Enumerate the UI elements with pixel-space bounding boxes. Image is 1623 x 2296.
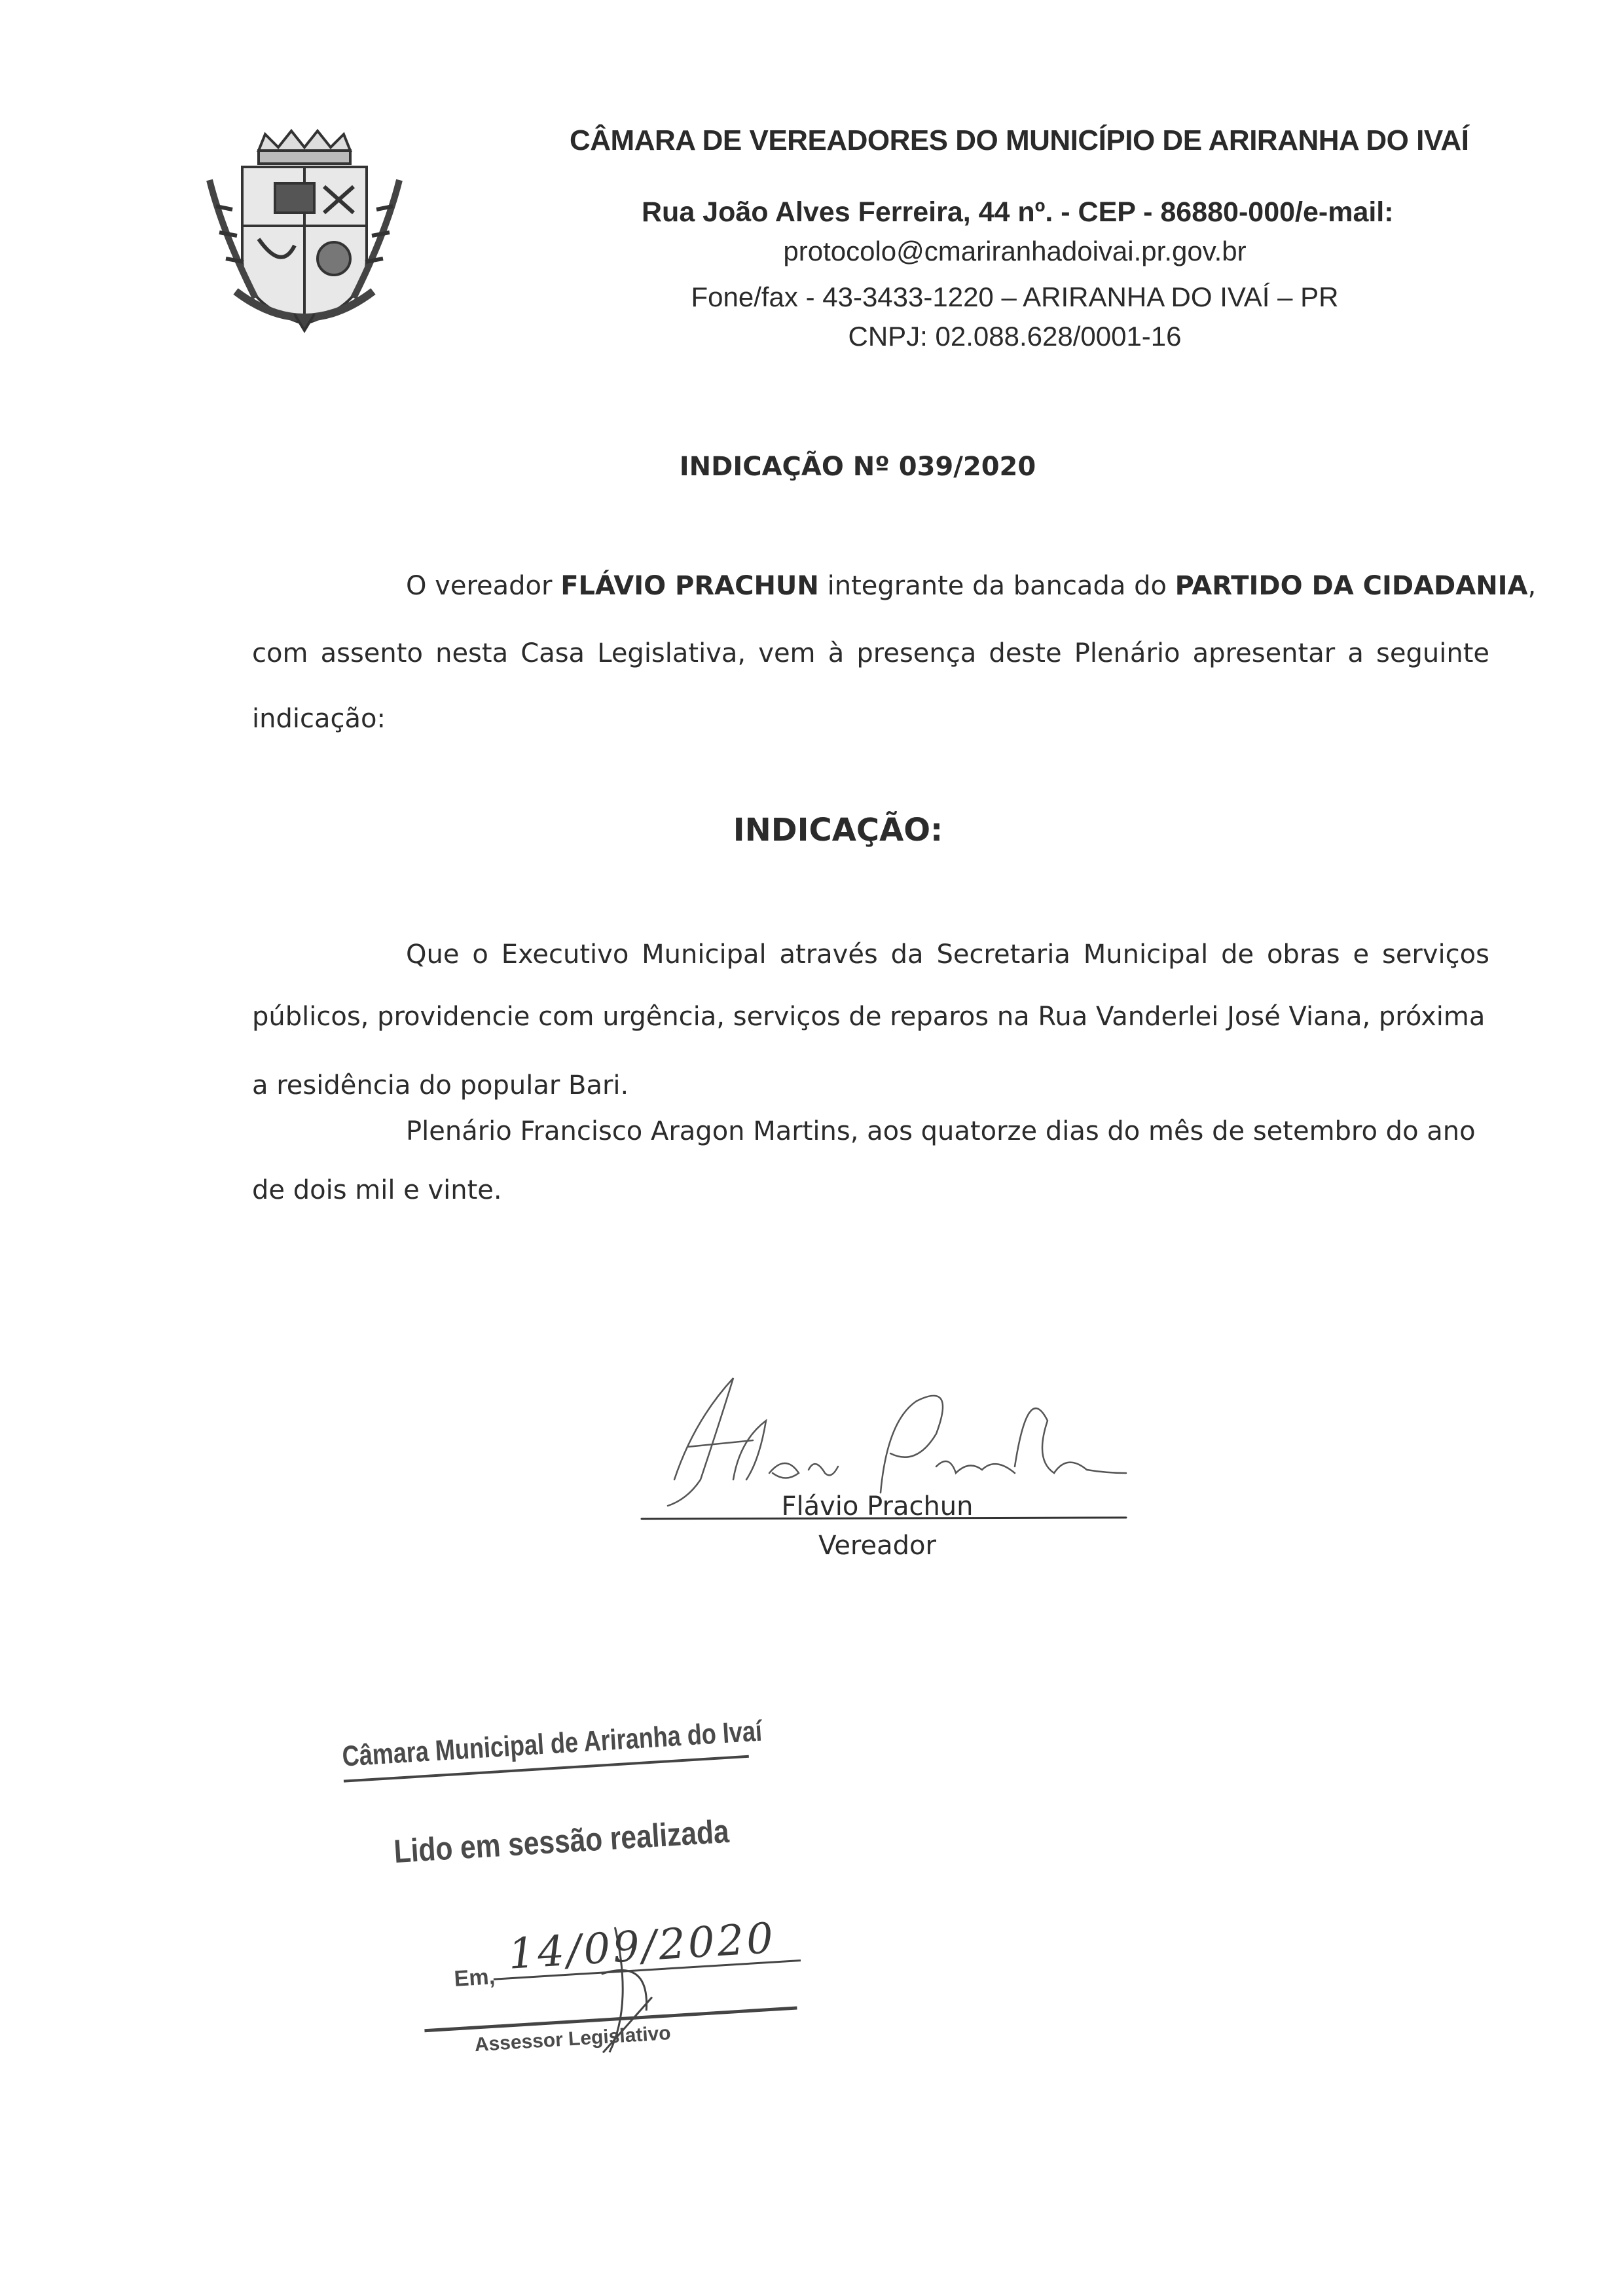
request-line-1-word: Municipal (642, 939, 767, 970)
intro-line-2-word: Legislativa, (597, 638, 746, 668)
header-title: CÂMARA DE VEREADORES DO MUNICÍPIO DE ARIRANHA DO IVAÍ (570, 124, 1469, 156)
request-line-1-word: serviços (1381, 939, 1489, 970)
signatory-name: Flávio Prachun (781, 1491, 974, 1522)
stamp-role: Assessor Legislativo (473, 2022, 672, 2056)
request-line-1 (406, 939, 1489, 970)
intro-line-2-word: Casa (520, 638, 585, 668)
municipal-coat-of-arms-icon (196, 128, 412, 337)
intro-line-3: indicação: (252, 704, 386, 734)
header-cnpj: CNPJ: 02.088.628/0001-16 (848, 321, 1182, 352)
intro-line-2-word: à (828, 638, 845, 668)
party-name: PARTIDO DA CIDADANIA (1175, 571, 1528, 601)
intro-line-2-word: nesta (435, 638, 509, 668)
closing-line-2: de dois mil e vinte. (252, 1175, 502, 1205)
document-title: INDICAÇÃO Nº 039/2020 (679, 452, 1036, 482)
intro-line-2-word: assento (320, 638, 423, 668)
request-line-3: a residência do popular Bari. (252, 1070, 629, 1101)
request-line-2: públicos, providencie com urgência, serviços de reparos na Rua Vanderlei José Viana, próxima (252, 1002, 1486, 1032)
intro-line-2-word: com (252, 638, 308, 668)
intro-line-1 (406, 571, 1537, 601)
request-line-1-word: de (1221, 939, 1254, 970)
request-line-1-word: Que (406, 939, 460, 970)
request-line-1-word: obras (1266, 939, 1340, 970)
header-phone: Fone/fax - 43-3433-1220 – ARIRANHA DO IVAÍ – PR (691, 282, 1339, 312)
signatory-role: Vereador (818, 1531, 936, 1561)
header-email: protocolo@cmariranhadoivai.pr.gov.br (783, 236, 1247, 266)
stamp-read-in-session: Lido em sessão realizada (392, 1812, 731, 1870)
request-line-1-word: através (779, 939, 878, 970)
closing-line-1: Plenário Francisco Aragon Martins, aos quatorze dias do mês de setembro do ano (406, 1116, 1476, 1146)
intro-line-2-word: vem (758, 638, 816, 668)
intro-lead: O vereador (406, 571, 561, 601)
intro-line-2-word: deste (989, 638, 1062, 668)
councilor-name: FLÁVIO PRACHUN (560, 571, 819, 601)
header-address: Rua João Alves Ferreira, 44 nº. - CEP - 86880-000/e-mail: (642, 196, 1394, 228)
intro-line-2-word: a (1347, 638, 1364, 668)
intro-line-2-word: presença (856, 638, 977, 668)
intro-line-2 (252, 638, 1489, 668)
stamp-institution: Câmara Municipal de Ariranha do Ivaí (341, 1715, 763, 1773)
request-line-1-word: da (890, 939, 924, 970)
intro-line-2-word: apresentar (1192, 638, 1336, 668)
intro-line-2-word: Plenário (1074, 638, 1180, 668)
intro-middle: integrante da bancada do (818, 571, 1175, 601)
request-line-1-word: e (1353, 939, 1370, 970)
stamp-date: 14/09/2020 (507, 1914, 777, 1979)
request-line-1-word: o (472, 939, 488, 970)
request-line-1-word: Municipal (1083, 939, 1209, 970)
request-line-1-word: Secretaria (936, 939, 1070, 970)
stamp-date-prefix: Em, (453, 1964, 496, 1992)
intro-line-2-word: seguinte (1376, 638, 1489, 668)
reading-stamp (327, 1698, 845, 2068)
request-line-1-word: Executivo (501, 939, 629, 970)
section-title: INDICAÇÃO: (733, 812, 943, 848)
intro-end: , (1527, 571, 1537, 601)
